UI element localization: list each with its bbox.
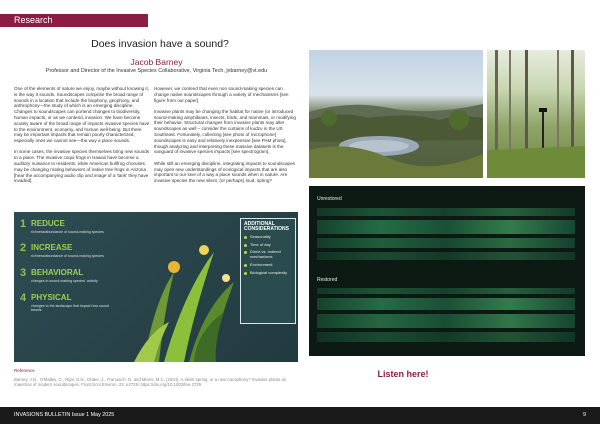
spectrogram-band <box>317 252 575 260</box>
consideration-item: Time of day <box>244 243 292 248</box>
spectrogram-band <box>317 314 575 328</box>
considerations-title: ADDITIONAL CONSIDERATIONS <box>244 221 289 233</box>
section-tab: Research <box>0 14 148 27</box>
infographic-subtitle: changes in sound-making species' activity <box>31 279 98 283</box>
infographic-title: REDUCE <box>31 219 65 228</box>
infographic-number: 2 <box>20 242 27 254</box>
infographic-number: 4 <box>20 292 27 304</box>
spectrogram-band <box>317 332 575 342</box>
body-column-left <box>14 86 150 190</box>
spectrogram <box>309 186 585 356</box>
infographic-number: 3 <box>20 267 27 279</box>
forest-scene-icon <box>487 50 585 178</box>
page-number: 9 <box>583 412 586 418</box>
footer-publication: INVASIONS BULLETIN Issue 1 May 2025 <box>14 412 115 418</box>
body-paragraph: However, we contend that even non sound-making species can change native soundscapes through a variety of mechanisms [see figure from our paper]. <box>154 86 289 103</box>
reference-text: Barney, J.N., O'Malley, G., Rijal, G.N., Drake, J., Franusich, D. and Minns, M.C. (2024). A silent spring, or a new cacophony? Invasive plants as maestros of modern soundscapes. Front Ecol Environ, 22: e2729. https://doi.org/10.1002/fee.2729 <box>14 377 286 388</box>
consideration-item: Environment <box>244 263 292 268</box>
pond-photo <box>309 50 483 178</box>
spectrogram-band <box>317 298 575 310</box>
forest-microphone-photo <box>487 50 585 178</box>
spectrogram-band <box>317 288 575 294</box>
body-paragraph: In some cases, the invasive species themselves bring new sounds to a place. The invasive coqui frogs in Hawaii have become a auditory nuisance to residents, while American bullfrog choruses may be changing mating behaviors of native tree frogs in Arizona [hear the accompanying audio clip and image of a 'tank' they have invaded]. <box>14 149 150 184</box>
consideration-item: Biological complexity <box>244 271 292 276</box>
footer-bar <box>0 407 600 424</box>
article-title: Does invasion have a sound? <box>91 38 229 50</box>
body-paragraph: While still an emerging discipline, integrating impacts to soundscapes may open new understandings of ecological impacts that are also important to our love of a way a place sounds when in nature. Are invasive species the new silent, (or perhaps) loud, spring? <box>154 160 295 184</box>
plants-illustration-icon <box>134 212 244 362</box>
infographic-subtitle: richness/abundance of sound-making species <box>31 230 104 234</box>
infographic <box>14 212 298 362</box>
body-paragraph: One of the elements of nature we enjoy, maybe without knowing it, is the way it sounds. Soundscapes comprise the broad range of sounds in a location that include the biophony, geophony, and anthrophony—the study of which is an emerging discipline. Changes to soundscapes can portend changes to biodiversity, human impacts, or as we contend, invasion. We have become acutely aware of the broad range of impacts invasive species have to the environment, economy, and human well-being. But there may be important impacts that remain poorly characterized, especially ones we cannot see—the way a place sounds. <box>14 86 150 144</box>
spectrogram-label-unrestored: Unrestored <box>317 196 342 202</box>
infographic-title: PHYSICAL <box>31 293 72 302</box>
infographic-subtitle: changes to the landscape that impact how sound travels <box>31 304 109 313</box>
considerations-box <box>240 218 296 324</box>
body-column-right <box>154 86 297 189</box>
infographic-title: BEHAVIORAL <box>31 268 84 277</box>
infographic-title: INCREASE <box>31 243 73 252</box>
body-paragraph: Invasive plants may be changing the habitat for native (or introduced sound-making amphibians, insects, birds, and mammals, or modifying their behavior. Structural changes from invasive plants may alter soundscapes as well – consider the curtains of kudzu in the US Southeast. Fortunately, collecting [see photo of microphone] soundscapes is easy and relatively inexpensive [see PAM photo], though analyzing and interpreting these massive datasets is the vanguard of invasive species impacts [see spectrogram]. <box>154 108 296 155</box>
author-name: Jacob Barney <box>130 57 183 67</box>
spectrogram-label-restored: Restored <box>317 277 338 283</box>
author-affiliation: Professor and Director of the Invasive Species Collaborative, Virginia Tech, jnbarney@vt.edu <box>45 68 268 74</box>
infographic-subtitle: richness/abundance of sound-making species <box>31 254 104 258</box>
pond-scene-icon <box>309 50 483 178</box>
spectrogram-band <box>317 238 575 248</box>
infographic-number: 1 <box>20 218 27 230</box>
reference-label: Reference <box>14 368 35 373</box>
consideration-item: Seasonality <box>244 235 292 240</box>
consideration-item: Direct vs. indirect mechanisms <box>244 250 292 260</box>
listen-here-link[interactable]: Listen here! <box>377 369 429 379</box>
spectrogram-band <box>317 208 575 216</box>
spectrogram-band <box>317 220 575 234</box>
